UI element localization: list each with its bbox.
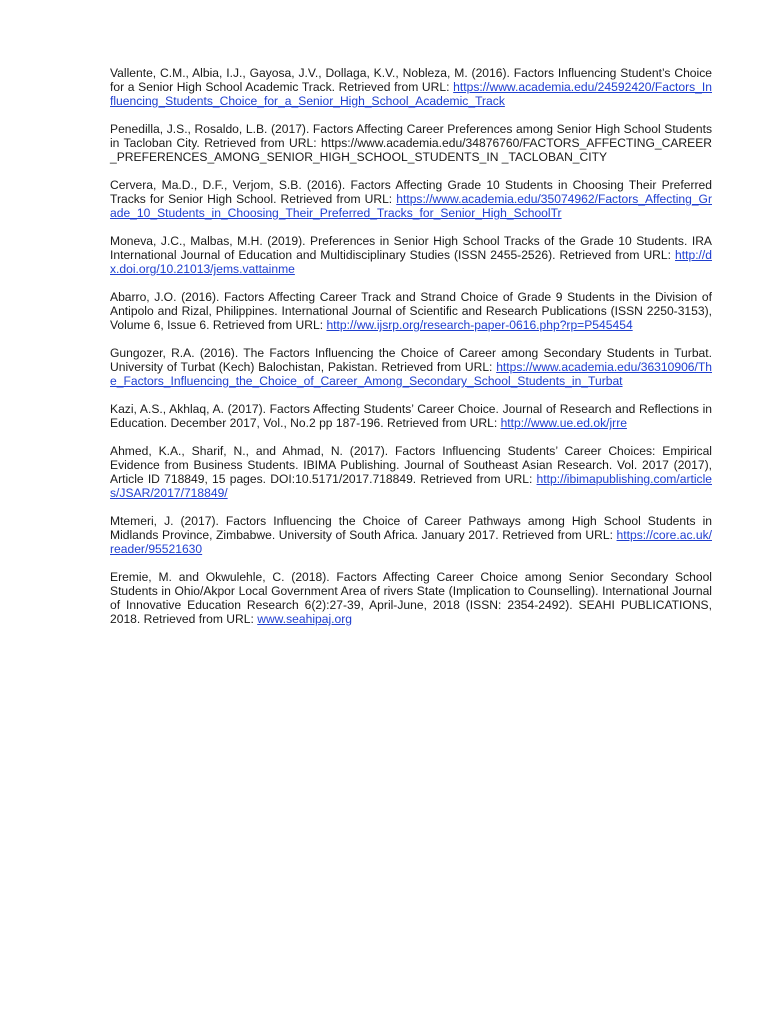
reference-link[interactable]: http://dx.doi.org/10.21013/jems.vattainme (110, 248, 712, 276)
reference-entry (110, 178, 712, 220)
reference-text: Kazi, A.S., Akhlaq, A. (2017). Factors Affecting Students’ Career Choice. Journal of Research and Reflections in Education. December 2017, Vol., No.2 pp 187-196. Retrieved from URL: (110, 402, 712, 430)
reference-entry (110, 234, 712, 276)
reference-text: Moneva, J.C., Malbas, M.H. (2019). Preferences in Senior High School Tracks of the Grade 10 Students. IRA International Journal of Education and Multidisciplinary Studies (ISSN 2455-2526). Retrieved from URL: (110, 234, 712, 262)
reference-link[interactable]: https://www.academia.edu/36310906/The_Factors_Influencing_the_Choice_of_Career_Among_Secondary_School_Students_in_Turbat (110, 360, 712, 388)
reference-text: Ahmed, K.A., Sharif, N., and Ahmad, N. (2017). Factors Influencing Students’ Career Choices: Empirical Evidence from Business Students. IBIMA Publishing. Journal of Southeast Asian Research. Vol. 2017 (2017), Article ID 718849, 15 pages. DOI:10.5171/2017.718849. Retrieved from URL: (110, 444, 712, 486)
reference-text: Mtemeri, J. (2017). Factors Influencing the Choice of Career Pathways among High School Students in Midlands Province, Zimbabwe. University of South Africa. January 2017. Retrieved from URL: (110, 514, 712, 542)
reference-entry (110, 444, 712, 500)
reference-text: Eremie, M. and Okwulehle, C. (2018). Factors Affecting Career Choice among Senior Secondary School Students in Ohio/Akpor Local Government Area of rivers State (Implication to Counselling). International Journal of Innovative Education Research 6(2):27-39, April-June, 2018 (ISSN: 2354-2492). SEAHI PUBLICATIONS, 2018. Retrieved from URL: (110, 570, 712, 626)
reference-text: Penedilla, J.S., Rosaldo, L.B. (2017). Factors Affecting Career Preferences among Senior High School Students in Tacloban City. Retrieved from URL: (110, 122, 712, 150)
reference-link[interactable]: https://core.ac.uk/reader/95521630 (110, 528, 712, 556)
reference-entry (110, 290, 712, 332)
reference-text: Cervera, Ma.D., D.F., Verjom, S.B. (2016). Factors Affecting Grade 10 Students in Choosing Their Preferred Tracks for Senior High School. Retrieved from URL: (110, 178, 712, 206)
reference-entry (110, 570, 712, 626)
reference-link[interactable]: https://www.academia.edu/24592420/Factors_Influencing_Students_Choice_for_a_Senior_High_School_Academic_Track (110, 80, 712, 108)
reference-link[interactable]: http://ww.ijsrp.org/research-paper-0616.php?rp=P545454 (326, 318, 633, 332)
reference-entry (110, 66, 712, 108)
reference-link[interactable]: http://ibimapublishing.com/articles/JSAR/2017/718849/ (110, 472, 712, 500)
reference-entry (110, 402, 712, 430)
reference-link[interactable]: www.seahipaj.org (257, 612, 353, 626)
reference-text: Gungozer, R.A. (2016). The Factors Influencing the Choice of Career among Secondary Students in Turbat. University of Turbat (Kech) Balochistan, Pakistan. Retrieved from URL: (110, 346, 712, 374)
reference-entry (110, 346, 712, 388)
reference-text: Abarro, J.O. (2016). Factors Affecting Career Track and Strand Choice of Grade 9 Students in the Division of Antipolo and Rizal, Philippines. International Journal of Scientific and Research Publications (ISSN 2250-3153), Volume 6, Issue 6. Retrieved from URL: (110, 290, 712, 332)
reference-list (110, 66, 712, 640)
reference-url-text: https://www.academia.edu/34876760/FACTORS_AFFECTING_CAREER_PREFERENCES_AMONG_SENIOR_HIGH_SCHOOL_STUDENTS_IN _TACLOBAN_CITY (110, 136, 712, 164)
reference-link[interactable]: https://www.academia.edu/35074962/Factors_Affecting_Grade_10_Students_in_Choosing_Their_Preferred_Tracks_for_Senior_High_SchoolTr (110, 192, 712, 220)
reference-entry (110, 122, 712, 164)
reference-text: Vallente, C.M., Albia, I.J., Gayosa, J.V., Dollaga, K.V., Nobleza, M. (2016). Factors Influencing Student’s Choice for a Senior High School Academic Track. Retrieved from URL: (110, 66, 712, 94)
reference-entry (110, 514, 712, 556)
reference-link[interactable]: http://www.ue.ed.ok/jrre (500, 416, 627, 430)
